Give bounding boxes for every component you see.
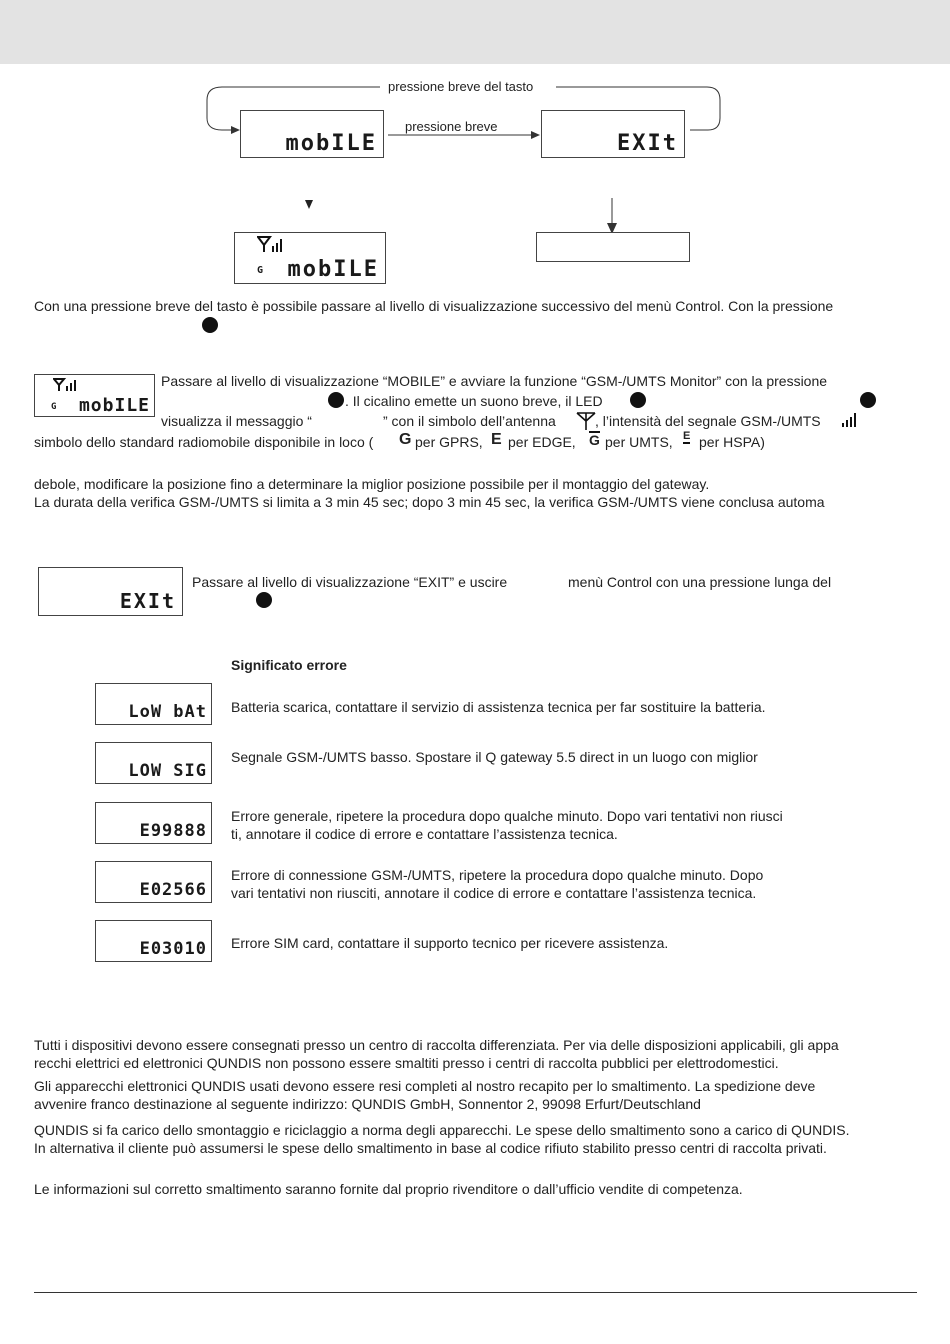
lcd-small-g: G xyxy=(51,402,59,412)
mobile-line1: Passare al livello di visualizzazione “MOBILE” e avviare la funzione “GSM-/UMTS Monitor” con la pressione xyxy=(161,373,828,389)
lcd-exit-text: EXIt xyxy=(617,131,678,156)
label-short-press: pressione breve xyxy=(405,119,498,134)
antenna-icon xyxy=(576,411,596,431)
lcd-mobile-small xyxy=(34,374,155,417)
middle-arrowhead xyxy=(531,131,540,139)
mobile-line4b: per GPRS, xyxy=(415,434,483,450)
antenna-signal-icon xyxy=(257,235,287,253)
disposal-p2b: avvenire franco destinazione al seguente indirizzo: QUNDIS GmbH, Sonnentor 2, 99098 Erfurt/Deutschland xyxy=(34,1096,701,1112)
error-text-2: vari tentativi non riusciti, annotare il codice di errore e contattare l’assistenza tecnica. xyxy=(231,885,757,901)
mobile-line3b: ” con il simbolo dell’antenna xyxy=(383,413,556,429)
lcd-error-general xyxy=(95,802,212,844)
lcd-mobile-text: mobILE xyxy=(285,131,377,156)
disposal-p4: Le informazioni sul corretto smaltimento saranno fornite dal proprio rivenditore o dall’ufficio vendite di competenza. xyxy=(34,1181,743,1197)
key-dot-icon xyxy=(328,392,344,408)
disposal-p1a: Tutti i dispositivi devono essere consegnati presso un centro di raccolta differenziata. Per via delle disposizioni applicabili, gli appa xyxy=(34,1037,839,1053)
error-text: Errore di connessione GSM-/UMTS, ripetere la procedura dopo qualche minuto. Dopo xyxy=(231,867,764,883)
error-code: E02566 xyxy=(139,880,207,900)
disposal-p1b: recchi elettrici ed elettronici QUNDIS non possono essere smaltiti presso i centri di raccolta pubblici per elettrodomestici. xyxy=(34,1055,779,1071)
error-text: Errore SIM card, contattare il supporto tecnico per ricevere assistenza. xyxy=(231,935,669,951)
disposal-p2a: Gli apparecchi elettronici QUNDIS usati devono essere resi completi al nostro recapito per lo smaltimento. La spedizione deve xyxy=(34,1078,816,1094)
error-text: Errore generale, ripetere la procedura dopo qualche minuto. Dopo vari tentativi non riusci xyxy=(231,808,783,824)
lcd-blank xyxy=(536,232,690,262)
error-code: E03010 xyxy=(139,939,207,959)
error-code: LoW bAt xyxy=(128,702,207,722)
error-text: Batteria scarica, contattare il servizio di assistenza tecnica per far sostituire la batteria. xyxy=(231,699,766,715)
mobile-line4a: simbolo dello standard radiomobile disponibile in loco ( xyxy=(34,434,374,450)
lcd-error-low-sig xyxy=(95,742,212,784)
mobile-line5: debole, modificare la posizione fino a determinare la miglior posizione possibile per il montaggio del gateway. xyxy=(34,476,710,492)
error-text: Segnale GSM-/UMTS basso. Spostare il Q gateway 5.5 direct in un luogo con miglior xyxy=(231,749,758,765)
errors-heading: Significato errore xyxy=(231,657,347,673)
lcd-error-sim xyxy=(95,920,212,962)
error-code: E99888 xyxy=(139,821,207,841)
down-arrow-left xyxy=(305,200,313,209)
header-band xyxy=(0,0,950,64)
exit-line1a: Passare al livello di visualizzazione “EXIT” e uscire xyxy=(192,574,508,590)
edge-e-icon: E xyxy=(491,431,502,448)
antenna-signal-icon xyxy=(53,377,79,392)
key-dot-icon xyxy=(202,317,218,333)
disposal-p3a: QUNDIS si fa carico dello smontaggio e riciclaggio a norma degli apparecchi. Le spese dello smaltimento sono a carico di QUNDIS. xyxy=(34,1122,850,1138)
lcd-error-low-bat xyxy=(95,683,212,725)
hspa-e-icon: E xyxy=(683,430,691,442)
lcd-error-connection xyxy=(95,861,212,903)
lcd-mobile-detail xyxy=(234,232,386,284)
lcd-exit xyxy=(541,110,685,158)
mobile-line3a: visualizza il messaggio “ xyxy=(161,413,312,429)
mobile-line4d: per UMTS, xyxy=(605,434,673,450)
intro-line: Con una pressione breve del tasto è possibile passare al livello di visualizzazione successivo del menù Control. Con la pressione xyxy=(34,298,834,314)
lcd-exit-small xyxy=(38,567,183,616)
lcd-g-symbol: G xyxy=(257,265,266,276)
error-text-2: ti, annotare il codice di errore e contattare l’assistenza tecnica. xyxy=(231,826,618,842)
mobile-line4e: per HSPA) xyxy=(699,434,765,450)
led-dot-icon xyxy=(630,392,646,408)
gprs-g-icon: G xyxy=(399,431,412,448)
label-short-press-key: pressione breve del tasto xyxy=(388,79,534,94)
key-dot-icon xyxy=(256,592,272,608)
footer-divider xyxy=(34,1292,917,1293)
mobile-line4c: per EDGE, xyxy=(508,434,576,450)
flow-diagram xyxy=(0,70,950,300)
exit-line1b: menù Control con una pressione lunga del xyxy=(568,574,832,590)
lcd-mobile xyxy=(240,110,384,158)
loop-arrowhead xyxy=(231,126,240,134)
mobile-line6: La durata della verifica GSM-/UMTS si limita a 3 min 45 sec; dopo 3 min 45 sec, la verifica GSM-/UMTS viene conclusa automa xyxy=(34,494,825,510)
led-dot-icon-2 xyxy=(860,392,876,408)
umts-g-icon: G xyxy=(589,432,600,448)
signal-strength-icon xyxy=(842,413,856,427)
error-code: LOW SIG xyxy=(128,761,207,781)
lcd-exit-small-text: EXIt xyxy=(119,589,176,613)
lcd-mobile-small-text: mobILE xyxy=(78,395,150,416)
mobile-line2: . Il cicalino emette un suono breve, il LED xyxy=(345,393,603,409)
mobile-line3c: , l’intensità del segnale GSM-/UMTS xyxy=(595,413,821,429)
disposal-p3b: In alternativa il cliente può assumersi le spese dello smaltimento in base al codice rifiuto stabilito presso centri di raccolta privati. xyxy=(34,1140,827,1156)
lcd-mobile-detail-text: mobILE xyxy=(287,257,379,282)
